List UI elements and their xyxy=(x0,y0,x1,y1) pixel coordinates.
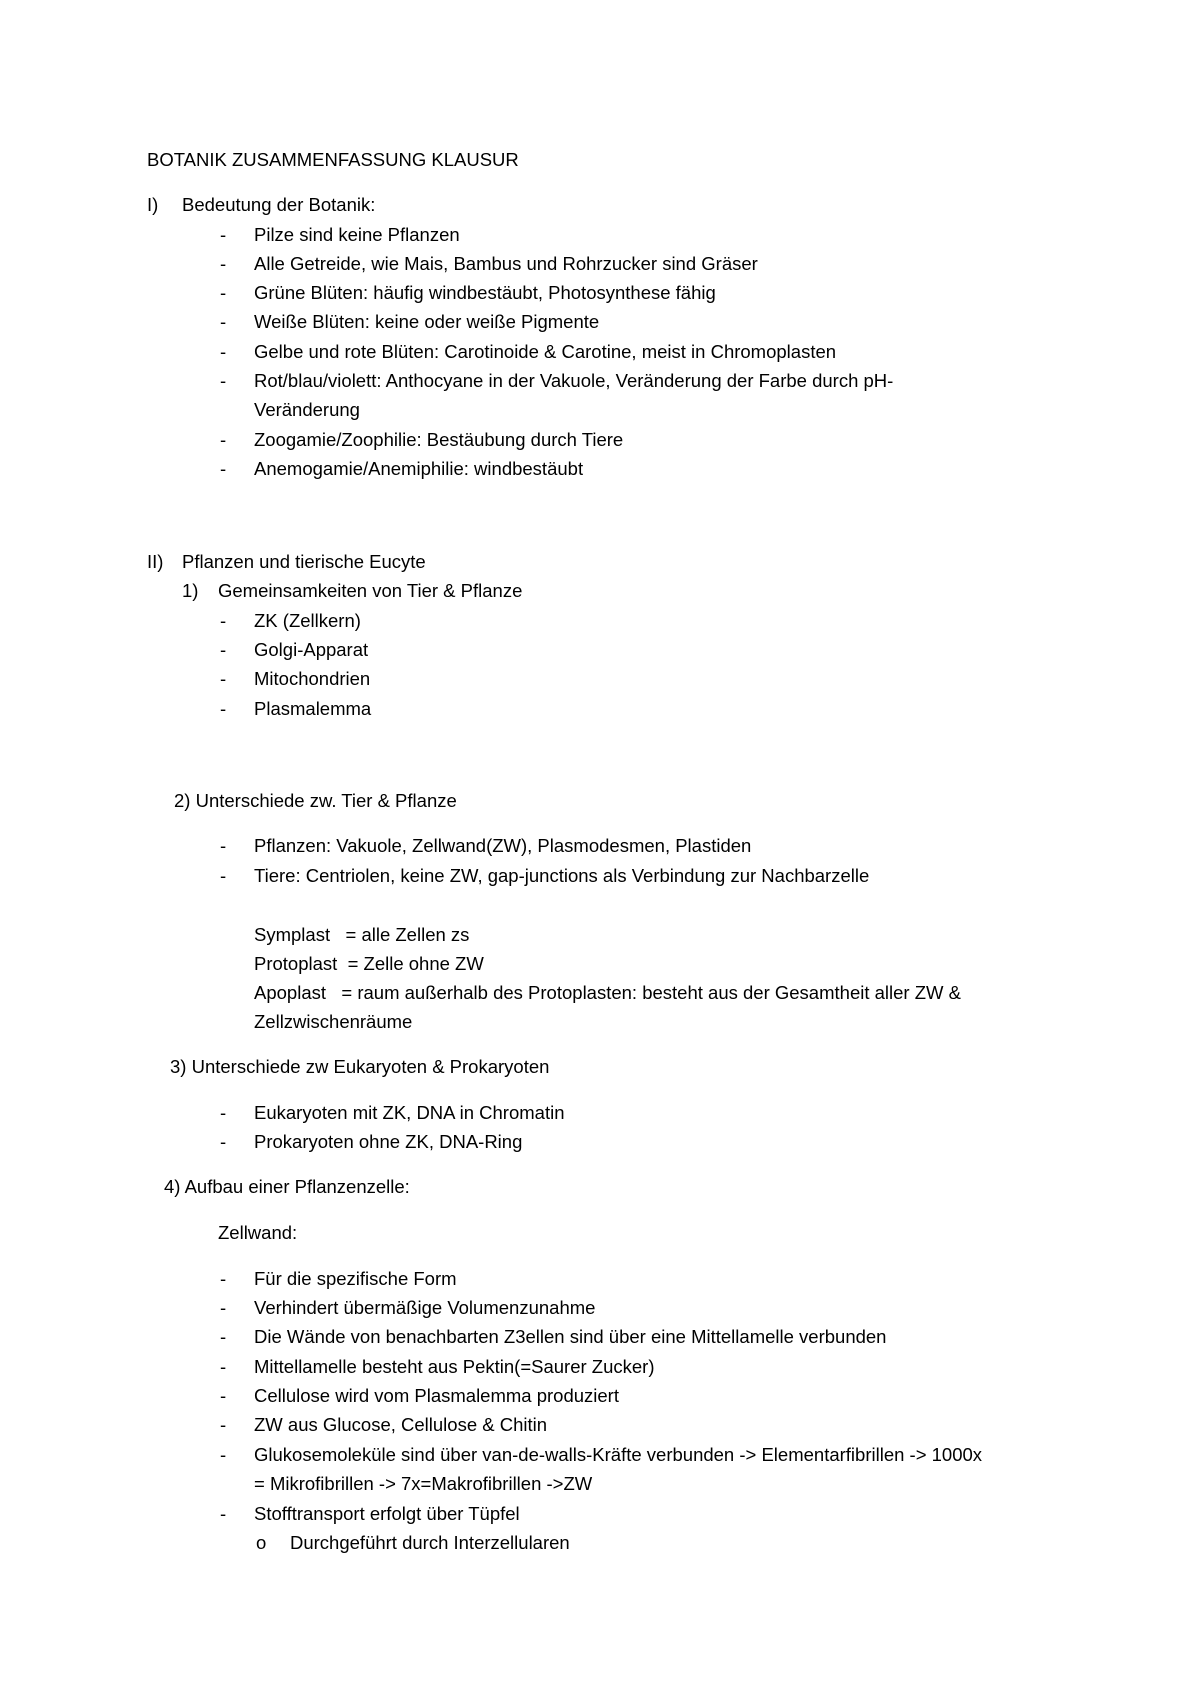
bullet-dash: - xyxy=(220,1297,227,1318)
list-item: Weiße Blüten: keine oder weiße Pigmente xyxy=(254,311,600,332)
bullet-dash: - xyxy=(220,1503,227,1524)
bullet-dash: - xyxy=(220,698,227,719)
list-item: Pilze sind keine Pflanzen xyxy=(254,224,460,245)
bullet-dash: - xyxy=(220,429,227,450)
list-item: Stofftransport erfolgt über Tüpfel xyxy=(254,1503,520,1524)
zellwand-label: Zellwand: xyxy=(218,1222,298,1243)
bullet-dash: - xyxy=(220,639,227,660)
definition-line: Apoplast = raum außerhalb des Protoplasten: besteht aus der Gesamtheit aller ZW & xyxy=(254,982,961,1003)
bullet-dash: - xyxy=(220,1356,227,1377)
section-2-heading: Pflanzen und tierische Eucyte xyxy=(182,551,426,572)
definition-line: Protoplast = Zelle ohne ZW xyxy=(254,953,484,974)
list-item: Gelbe und rote Blüten: Carotinoide & Carotine, meist in Chromoplasten xyxy=(254,341,837,362)
list-item: Für die spezifische Form xyxy=(254,1268,457,1289)
definition-line: Symplast = alle Zellen zs xyxy=(254,924,470,945)
bullet-dash: - xyxy=(220,1444,227,1465)
list-item: Anemogamie/Anemiphilie: windbestäubt xyxy=(254,458,584,479)
definition-continuation: Zellzwischenräume xyxy=(254,1011,413,1032)
list-item: Golgi-Apparat xyxy=(254,639,369,660)
bullet-dash: - xyxy=(220,1102,227,1123)
subsection-4-heading: 4) Aufbau einer Pflanzenzelle: xyxy=(164,1176,410,1197)
bullet-dash: - xyxy=(220,1268,227,1289)
list-item: Prokaryoten ohne ZK, DNA-Ring xyxy=(254,1131,523,1152)
bullet-dash: - xyxy=(220,865,227,886)
list-item-continuation: Veränderung xyxy=(254,399,360,420)
bullet-dash: - xyxy=(220,1414,227,1435)
list-item: ZK (Zellkern) xyxy=(254,610,361,631)
bullet-dash: - xyxy=(220,1131,227,1152)
list-item: Mittellamelle besteht aus Pektin(=Saurer Zucker) xyxy=(254,1356,655,1377)
list-item: Cellulose wird vom Plasmalemma produziert xyxy=(254,1385,619,1406)
list-item: Verhindert übermäßige Volumenzunahme xyxy=(254,1297,596,1318)
list-item: Mitochondrien xyxy=(254,668,371,689)
bullet-dash: - xyxy=(220,370,227,391)
list-item: Tiere: Centriolen, keine ZW, gap-junctions als Verbindung zur Nachbarzelle xyxy=(254,865,870,886)
bullet-dash: - xyxy=(220,1326,227,1347)
subsection-3-heading: 3) Unterschiede zw Eukaryoten & Prokaryoten xyxy=(170,1056,550,1077)
list-item: Glukosemoleküle sind über van-de-walls-Kräfte verbunden -> Elementarfibrillen -> 1000x xyxy=(254,1444,983,1465)
subsection-1-marker: 1) xyxy=(182,580,199,601)
list-item: Die Wände von benachbarten Z3ellen sind über eine Mittellamelle verbunden xyxy=(254,1326,887,1347)
page-title: BOTANIK ZUSAMMENFASSUNG KLAUSUR xyxy=(147,149,519,170)
list-item: Pflanzen: Vakuole, Zellwand(ZW), Plasmodesmen, Plastiden xyxy=(254,835,752,856)
bullet-dash: - xyxy=(220,311,227,332)
bullet-dash: - xyxy=(220,835,227,856)
bullet-dash: - xyxy=(220,253,227,274)
bullet-dash: - xyxy=(220,458,227,479)
list-item: ZW aus Glucose, Cellulose & Chitin xyxy=(254,1414,548,1435)
list-item: Rot/blau/violett: Anthocyane in der Vakuole, Veränderung der Farbe durch pH- xyxy=(254,370,894,391)
bullet-dash: - xyxy=(220,668,227,689)
list-item: Zoogamie/Zoophilie: Bestäubung durch Tiere xyxy=(254,429,624,450)
list-item: Plasmalemma xyxy=(254,698,372,719)
list-item: Alle Getreide, wie Mais, Bambus und Rohrzucker sind Gräser xyxy=(254,253,758,274)
sub-list-item: Durchgeführt durch Interzellularen xyxy=(290,1532,570,1553)
subsection-2-heading: 2) Unterschiede zw. Tier & Pflanze xyxy=(174,790,457,811)
subsection-1-heading: Gemeinsamkeiten von Tier & Pflanze xyxy=(218,580,523,601)
section-1-marker: I) xyxy=(147,194,159,215)
bullet-dash: - xyxy=(220,282,227,303)
list-item: Grüne Blüten: häufig windbestäubt, Photosynthese fähig xyxy=(254,282,716,303)
bullet-circle: o xyxy=(256,1532,267,1553)
bullet-dash: - xyxy=(220,610,227,631)
bullet-dash: - xyxy=(220,1385,227,1406)
bullet-dash: - xyxy=(220,341,227,362)
section-2-marker: II) xyxy=(147,551,164,572)
section-1-heading: Bedeutung der Botanik: xyxy=(182,194,376,215)
bullet-dash: - xyxy=(220,224,227,245)
list-item-continuation: = Mikrofibrillen -> 7x=Makrofibrillen ->ZW xyxy=(254,1473,593,1494)
list-item: Eukaryoten mit ZK, DNA in Chromatin xyxy=(254,1102,565,1123)
